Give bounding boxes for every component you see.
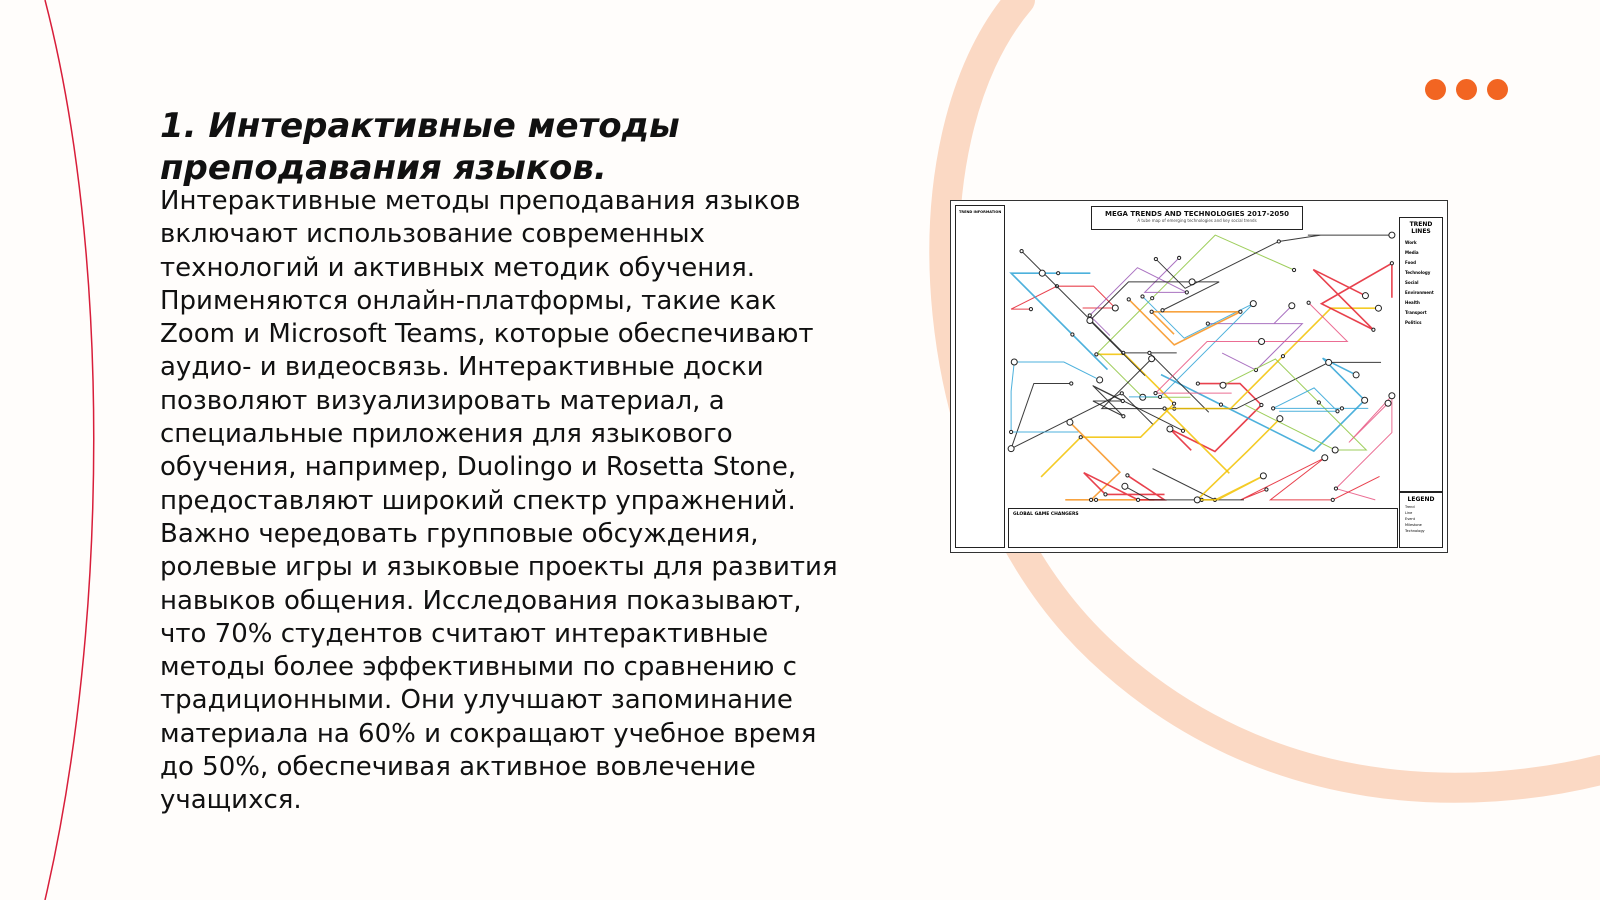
tube-station [1239, 310, 1242, 313]
legend-item: Milestone [1405, 523, 1422, 527]
tube-station [1332, 447, 1338, 453]
tube-station [1104, 493, 1107, 496]
tube-station [1260, 473, 1266, 479]
tube-station [1163, 407, 1166, 410]
tube-station [1089, 498, 1092, 501]
map-title: MEGA TRENDS AND TECHNOLOGIES 2017-2050 [1105, 210, 1289, 218]
tube-station [1289, 303, 1295, 309]
trend-line-item: Health [1405, 300, 1420, 305]
legend-item: Event [1405, 517, 1416, 521]
tube-station [1307, 301, 1310, 304]
tube-station [1260, 403, 1263, 406]
trend-lines-panel [1399, 217, 1443, 492]
tube-station [1029, 308, 1032, 311]
map-side-panel [955, 205, 1005, 548]
tube-station [1375, 305, 1381, 311]
tube-station [1136, 498, 1139, 501]
trend-lines-header: TREND LINES [1409, 221, 1433, 235]
tube-station [1070, 382, 1073, 385]
tube-line [1011, 362, 1100, 432]
tube-line [1041, 354, 1174, 477]
tube-station [1194, 497, 1200, 503]
tube-station [1196, 382, 1199, 385]
legend-item: Line [1405, 511, 1413, 515]
tube-station [1150, 310, 1153, 313]
dot-3 [1487, 79, 1508, 100]
tube-station [1122, 483, 1128, 489]
tube-station [1087, 318, 1093, 324]
tube-station [1389, 232, 1395, 238]
dot-2 [1456, 79, 1477, 100]
tube-station [1362, 293, 1368, 299]
tube-station [1181, 429, 1184, 432]
map-subtitle: A tube map of emerging technologies and key social trends [1137, 218, 1257, 223]
tube-station [1340, 407, 1343, 410]
tube-line [1273, 388, 1368, 411]
tube-station [1154, 391, 1157, 394]
tube-station [1334, 487, 1337, 490]
tube-station [1094, 498, 1097, 501]
tube-station [1057, 272, 1060, 275]
tube-station [1272, 407, 1275, 410]
tube-line [1156, 303, 1348, 393]
tube-station [1067, 419, 1073, 425]
map-title-box [1091, 206, 1303, 230]
tube-station [1088, 314, 1091, 317]
trend-line-item: Politics [1405, 320, 1422, 325]
tube-station [1326, 359, 1332, 365]
tube-station [1172, 402, 1175, 405]
map-side-header: TREND INFORMATION [959, 210, 1002, 214]
decorative-left-line [45, 0, 94, 900]
map-legend [1399, 492, 1443, 548]
tube-station [1011, 359, 1017, 365]
tube-station [1122, 415, 1125, 418]
tube-line [1065, 422, 1154, 500]
tube-station [1127, 298, 1130, 301]
tube-station [1265, 488, 1268, 491]
dot-1 [1425, 79, 1446, 100]
tube-station [1010, 430, 1013, 433]
tube-station [1336, 410, 1339, 413]
tube-station [1219, 403, 1222, 406]
tube-station [1322, 455, 1328, 461]
tube-station [1120, 392, 1123, 395]
tube-station [1020, 250, 1023, 253]
tube-map-graphic [951, 201, 1447, 552]
tube-station [1385, 400, 1391, 406]
tube-station [1039, 270, 1045, 276]
tube-station [1167, 426, 1173, 432]
tube-station [1121, 399, 1124, 402]
tube-station [1362, 397, 1368, 403]
tube-line [1022, 251, 1209, 412]
tube-station [1097, 377, 1103, 383]
trend-line-item: Environment [1405, 290, 1434, 295]
trend-line-item: Transport [1405, 310, 1427, 315]
tube-station [1277, 240, 1280, 243]
tube-line [1011, 383, 1153, 448]
tube-station [1259, 338, 1265, 344]
trend-line-item: Technology [1405, 270, 1431, 275]
legend-item: Technology [1405, 529, 1425, 533]
tube-station [1250, 301, 1256, 307]
trend-line-item: Work [1405, 240, 1417, 245]
tube-line [1098, 235, 1294, 397]
tube-station [1079, 436, 1082, 439]
legend-item: Trend [1405, 505, 1415, 509]
global-game-changers-panel [1008, 508, 1398, 548]
trend-line-item: Media [1405, 250, 1419, 255]
tube-line [1208, 306, 1303, 370]
decorative-dots [1425, 79, 1508, 100]
tube-station [1151, 297, 1154, 300]
tube-station [1277, 416, 1283, 422]
tube-station [1281, 355, 1284, 358]
tube-station [1292, 268, 1295, 271]
tube-station [1158, 395, 1161, 398]
tube-station [1220, 382, 1226, 388]
slide-body-text: Интерактивные методы преподавания языков включают использование современных технологий и активных методик обучения. Применяются онлайн-платформы, такие как Zoom и Microsoft Teams, которые обеспечивают аудио- и видеосвязь. Интерактивные доски позволяют визуализировать материал, а специальные приложения для языкового обучения, например, Duolingo и Rosetta Stone, предоставляют широкий спектр упражнений. Важно чередовать групповые обсуждения, ролевые игры и языковые проекты для развития навыков общения. Исследования показывают, что 70% студентов считают интерактивные методы более эффективными по сравнению с традиционными. Они улучшают запоминание материала на 60% и сокращают учебное время до 50%, обеспечивая активное вовлечение учащихся. [160, 186, 838, 816]
tube-station [1353, 372, 1359, 378]
global-game-changers-header: GLOBAL GAME CHANGERS [1013, 512, 1079, 517]
tube-station [1390, 262, 1393, 265]
tube-station [1141, 295, 1144, 298]
trend-line-item: Food [1405, 260, 1416, 265]
tube-station [1161, 309, 1164, 312]
trends-tube-map-image [950, 200, 1448, 553]
tube-station [1008, 446, 1014, 452]
tube-station [1185, 291, 1188, 294]
tube-station [1178, 256, 1181, 259]
tube-station [1112, 305, 1118, 311]
tube-station [1206, 322, 1209, 325]
trend-line-item: Social [1405, 280, 1419, 285]
tube-station [1154, 257, 1157, 260]
tube-station [1317, 401, 1320, 404]
tube-station [1372, 328, 1375, 331]
tube-station [1095, 353, 1098, 356]
legend-header: LEGEND [1407, 496, 1435, 503]
tube-station [1071, 333, 1074, 336]
slide-title: 1. Интерактивные методы преподавания языков. [160, 106, 680, 188]
tube-station [1148, 351, 1151, 354]
tube-station [1331, 498, 1334, 501]
tube-station [1389, 393, 1395, 399]
tube-station [1126, 474, 1129, 477]
